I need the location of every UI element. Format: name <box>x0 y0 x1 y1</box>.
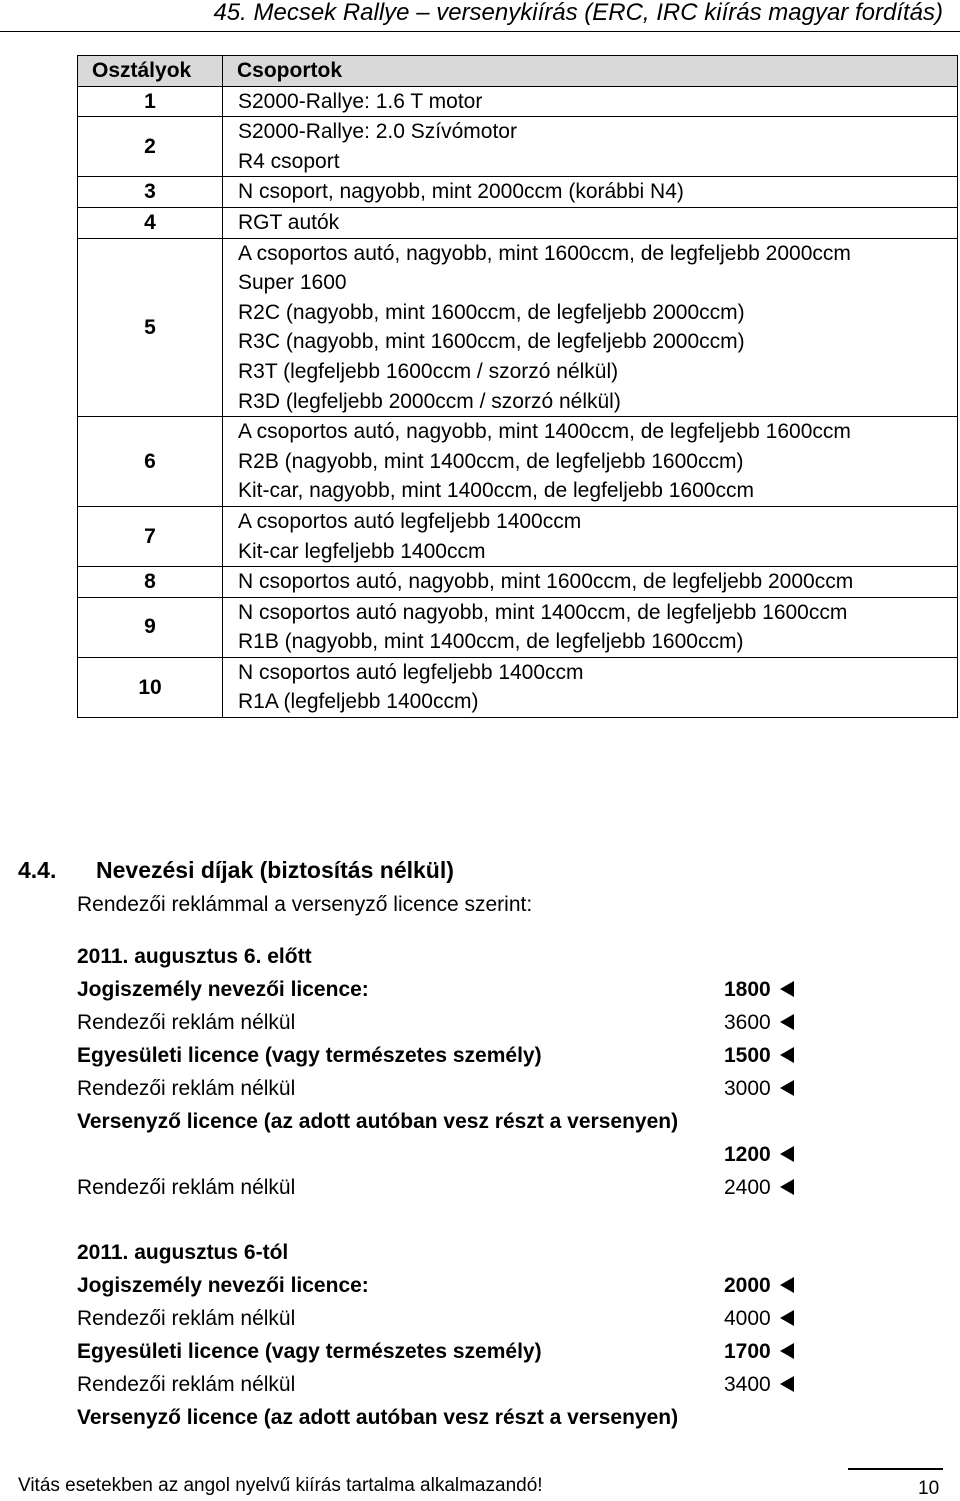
page-header <box>0 0 960 32</box>
table-header-row <box>78 56 958 87</box>
class-groups <box>223 657 958 717</box>
group-entry: R1B (nagyobb, mint 1400ccm, de legfeljebb 1600ccm) <box>238 630 744 654</box>
group-entry: Super 1600 <box>238 271 347 295</box>
euro-icon <box>780 1179 794 1195</box>
group-entry: S2000-Rallye: 2.0 Szívómotor <box>238 120 517 144</box>
group-entry: A csoportos autó legfeljebb 1400ccm <box>238 509 582 533</box>
euro-icon <box>780 1277 794 1293</box>
group-entry: N csoportos autó legfeljebb 1400ccm <box>238 660 584 684</box>
group-entry: N csoportos autó, nagyobb, mint 1600ccm, de legfeljebb 2000ccm <box>238 570 854 594</box>
fee-line <box>77 1269 837 1302</box>
group-entry: R2C (nagyobb, mint 1600ccm, de legfeljebb 2000ccm) <box>238 300 745 324</box>
fee-label: Versenyző licence (az adott autóban vesz részt a versenyen) <box>77 1110 679 1133</box>
table-row <box>78 417 958 507</box>
group-entry: R3T (legfeljebb 1600ccm / szorzó nélkül) <box>238 359 619 383</box>
fee-amount: 2000 <box>724 1274 771 1297</box>
fee-line <box>77 973 837 1006</box>
class-groups <box>223 597 958 657</box>
fee-line <box>77 1138 837 1171</box>
group-entry: RGT autók <box>238 210 340 234</box>
fee-line <box>77 1006 837 1039</box>
table-row <box>78 238 958 417</box>
group-entry: R3C (nagyobb, mint 1600ccm, de legfeljebb 2000ccm) <box>238 330 745 354</box>
fee-amount: 1700 <box>724 1340 771 1363</box>
fees-before-block <box>77 940 837 1204</box>
fee-line <box>77 1368 837 1401</box>
fee-amount: 2400 <box>724 1176 771 1199</box>
class-groups <box>223 238 958 417</box>
fee-label: Egyesületi licence (vagy természetes személy) <box>77 1340 542 1363</box>
fee-value <box>724 1138 794 1171</box>
euro-icon <box>780 1014 794 1030</box>
fee-label: Jogiszemély nevezői licence: <box>77 1274 369 1297</box>
group-entry: S2000-Rallye: 1.6 T motor <box>238 89 483 113</box>
section-title: Nevezési díjak (biztosítás nélkül) <box>96 857 454 883</box>
column-header-groups: Csoportok <box>223 56 958 87</box>
euro-icon <box>780 1343 794 1359</box>
fee-line <box>77 1335 837 1368</box>
group-entry: A csoportos autó, nagyobb, mint 1400ccm, de legfeljebb 1600ccm <box>238 420 851 444</box>
fee-amount: 4000 <box>724 1307 771 1330</box>
fee-line <box>77 1171 837 1204</box>
fee-label: Jogiszemély nevezői licence: <box>77 978 369 1001</box>
euro-icon <box>780 1376 794 1392</box>
group-entry: R1A (legfeljebb 1400ccm) <box>238 690 479 714</box>
table-row <box>78 597 958 657</box>
class-number: 7 <box>78 506 223 566</box>
class-number: 3 <box>78 177 223 208</box>
fee-line <box>77 1401 837 1434</box>
table-row <box>78 657 958 717</box>
table-row <box>78 207 958 238</box>
page-number: 10 <box>918 1478 940 1499</box>
fee-line <box>77 1105 837 1138</box>
fee-label: Rendezői reklám nélkül <box>77 1373 296 1396</box>
fee-amount: 1800 <box>724 978 771 1001</box>
group-entry: Kit-car legfeljebb 1400ccm <box>238 539 486 563</box>
group-entry: R3D (legfeljebb 2000ccm / szorzó nélkül) <box>238 389 621 413</box>
euro-icon <box>780 1310 794 1326</box>
fee-value <box>724 1072 794 1105</box>
table-row <box>78 86 958 117</box>
class-groups <box>223 117 958 177</box>
class-groups <box>223 506 958 566</box>
fee-label: Rendezői reklám nélkül <box>77 1176 296 1199</box>
class-number: 2 <box>78 117 223 177</box>
section-number: 4.4. <box>18 857 57 883</box>
class-groups <box>223 177 958 208</box>
class-groups <box>223 86 958 117</box>
fee-line <box>77 1039 837 1072</box>
fee-value <box>724 1006 794 1039</box>
column-header-classes: Osztályok <box>78 56 223 87</box>
fee-amount: 1200 <box>724 1143 771 1166</box>
fee-amount: 3600 <box>724 1011 771 1034</box>
class-groups <box>223 207 958 238</box>
group-entry: N csoportos autó nagyobb, mint 1400ccm, de legfeljebb 1600ccm <box>238 600 848 624</box>
fee-value <box>724 1269 794 1302</box>
fee-label: Egyesületi licence (vagy természetes személy) <box>77 1044 542 1067</box>
group-entry: R2B (nagyobb, mint 1400ccm, de legfeljebb 1600ccm) <box>238 449 744 473</box>
class-number: 5 <box>78 238 223 417</box>
fee-amount: 3400 <box>724 1373 771 1396</box>
class-groups <box>223 417 958 507</box>
euro-icon <box>780 1146 794 1162</box>
section-subtitle: Rendezői reklámmal a versenyző licence szerint: <box>77 893 533 916</box>
table-row <box>78 506 958 566</box>
group-entry: Kit-car, nagyobb, mint 1400ccm, de legfeljebb 1600ccm <box>238 479 754 503</box>
footer-rule <box>848 1468 943 1470</box>
fee-value <box>724 1039 794 1072</box>
euro-icon <box>780 1080 794 1096</box>
group-entry: R4 csoport <box>238 149 340 173</box>
footer-note: Vitás esetekben az angol nyelvű kiírás tartalma alkalmazandó! <box>18 1475 543 1496</box>
fees-after-block <box>77 1236 837 1434</box>
group-entry: N csoport, nagyobb, mint 2000ccm (korábbi N4) <box>238 180 684 204</box>
fee-value <box>724 973 794 1006</box>
table-row <box>78 567 958 598</box>
class-number: 4 <box>78 207 223 238</box>
class-groups <box>223 567 958 598</box>
group-entry: A csoportos autó, nagyobb, mint 1600ccm, de legfeljebb 2000ccm <box>238 241 851 265</box>
euro-icon <box>780 981 794 997</box>
class-number: 10 <box>78 657 223 717</box>
fee-value <box>724 1368 794 1401</box>
fee-value <box>724 1171 794 1204</box>
fee-value <box>724 1302 794 1335</box>
table-row <box>78 117 958 177</box>
section-heading <box>18 857 454 884</box>
fee-amount: 1500 <box>724 1044 771 1067</box>
fees-after-heading: 2011. augusztus 6-tól <box>77 1241 289 1264</box>
fee-label: Versenyző licence (az adott autóban vesz részt a versenyen) <box>77 1406 679 1429</box>
fee-label: Rendezői reklám nélkül <box>77 1077 296 1100</box>
class-number: 8 <box>78 567 223 598</box>
document-title: 45. Mecsek Rallye – versenykiírás (ERC, IRC kiírás magyar fordítás) <box>213 0 943 26</box>
euro-icon <box>780 1047 794 1063</box>
fee-line <box>77 1072 837 1105</box>
fee-line <box>77 1302 837 1335</box>
fees-before-heading: 2011. augusztus 6. előtt <box>77 945 312 968</box>
class-number: 9 <box>78 597 223 657</box>
fee-value <box>724 1335 794 1368</box>
fee-label: Rendezői reklám nélkül <box>77 1307 296 1330</box>
fee-amount: 3000 <box>724 1077 771 1100</box>
table-row <box>78 177 958 208</box>
class-number: 1 <box>78 86 223 117</box>
classes-table <box>77 55 958 718</box>
class-number: 6 <box>78 417 223 507</box>
fee-label: Rendezői reklám nélkül <box>77 1011 296 1034</box>
